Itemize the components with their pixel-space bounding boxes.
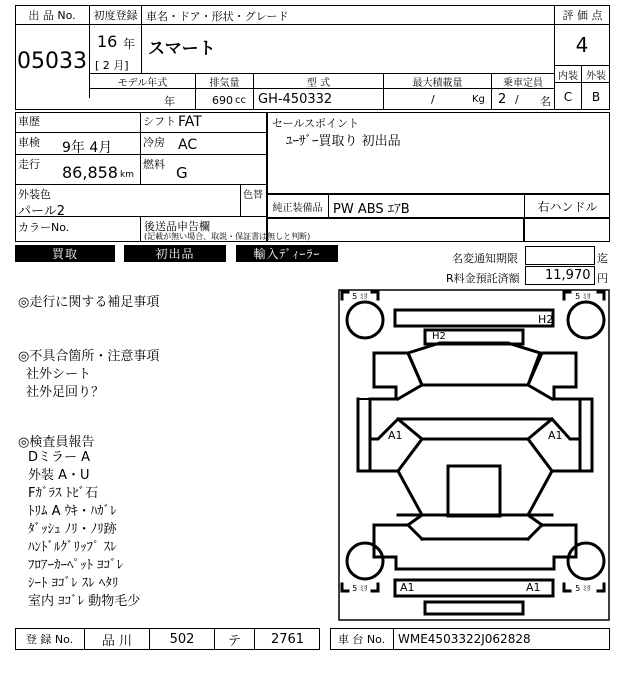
defect-title: ◎不具合箇所・注意事項 — [18, 349, 160, 364]
tire-label-rr: 5 ﾐﾘ — [575, 584, 591, 593]
tire-label-rl: 5 ﾐﾘ — [352, 584, 368, 593]
displacement-label: 排気量 — [196, 73, 254, 89]
fuel-value: G — [176, 164, 188, 182]
row-inspection — [15, 133, 267, 155]
postsend-label: 後送品申告欄 — [144, 220, 210, 233]
mileage-value: 86,858 — [62, 163, 118, 182]
capacity-unit: 名 — [540, 95, 551, 108]
interior-grade: C — [554, 82, 582, 110]
exterior-color-value: パール2 — [18, 204, 66, 219]
displacement-unit: cc — [235, 95, 246, 106]
first-listing-bar: 初出品 — [124, 245, 226, 262]
displacement-value: 690 — [212, 94, 233, 107]
equipment-label: 純正装備品 — [267, 195, 329, 217]
sales-point-value: ﾕｰｻﾞｰ買取り 初出品 — [286, 134, 401, 149]
damage-a1-left: A1 — [388, 429, 403, 442]
inspector-item: 室内 ﾖｺﾞﾚ 動物毛少 — [28, 594, 141, 609]
damage-h2-window: H2 — [432, 331, 446, 342]
inspector-item: Fｶﾞﾗｽ ﾄﾋﾞ石 — [28, 486, 99, 501]
color-change-label: 色替 — [243, 190, 263, 201]
exterior-label: 外装 — [582, 65, 610, 82]
ac-value: AC — [178, 137, 198, 153]
row-history — [15, 112, 267, 133]
grade-label: 評 価 点 — [554, 5, 610, 25]
model-year-label: モデル年式 — [90, 73, 196, 89]
blank-box-1 — [267, 218, 524, 242]
model-year-cell — [90, 89, 196, 110]
tire-label-fl: 5 ﾐﾘ — [352, 292, 368, 301]
chassis-number: WME4503322J062828 — [398, 632, 531, 646]
inspection-value: 9年 4月 — [62, 140, 113, 156]
max-load-label: 最大積載量 — [384, 73, 492, 89]
inspector-title: ◎検査員報告 — [18, 435, 95, 450]
reg-class: 502 — [150, 629, 215, 649]
equipment-value: PW ABS ｴｱB — [333, 202, 410, 217]
shift-value: FAT — [178, 114, 202, 130]
max-load-value: / — [431, 93, 435, 106]
inspector-item: ﾌﾛｱｰｶｰﾍﾟｯﾄ ﾖｺﾞﾚ — [28, 558, 124, 573]
divider-postsend — [140, 217, 141, 242]
mileage-unit: km — [120, 170, 134, 180]
history-label: 車歴 — [18, 115, 40, 128]
type-value: GH-450332 — [258, 92, 333, 107]
name-change-box — [525, 246, 595, 265]
driving-title: ◎走行に関する補足事項 — [18, 295, 160, 310]
ac-label: 冷房 — [143, 136, 165, 149]
max-load-unit: Kg — [472, 94, 485, 105]
buy-bar: 買取 — [15, 245, 115, 262]
name-change-label: 名変通知期限 — [452, 252, 518, 265]
capacity-value: 2 — [498, 92, 507, 107]
reg-year: 16 — [97, 32, 118, 51]
inspection-label: 車検 — [18, 136, 40, 149]
lot-label-cell: 出 品 No. — [15, 5, 90, 25]
reg-number: 2761 — [270, 631, 305, 647]
divider-color — [240, 185, 241, 217]
color-no-label: カラーNo. — [18, 221, 70, 234]
postsend-note: (記載が無い場合、取説・保証書は無しと判断) — [144, 232, 311, 241]
reg-label: 登 録 No. — [15, 629, 85, 649]
car-name-label: 車名・ドア・形状・グレード — [142, 5, 554, 25]
chassis-label: 車 台 No. — [330, 629, 394, 649]
damage-h2-bumper: H2 — [538, 313, 554, 326]
reg-month: [ 2 月] — [95, 59, 129, 72]
mileage-label: 走行 — [18, 158, 40, 171]
import-dealer-bar: 輸入ﾃﾞｨｰﾗｰ — [236, 245, 338, 262]
shift-label: シフト — [143, 115, 176, 128]
inspector-item: ﾄﾘﾑ A ｳｷ・ﾊｶﾞﾚ — [28, 504, 117, 519]
sales-point-label: セールスポイント — [272, 117, 360, 130]
inspector-item: ﾀﾞｯｼｭ ﾉﾘ・ﾉﾘ跡 — [28, 522, 117, 537]
exterior-grade: B — [582, 82, 610, 110]
model-year-unit: 年 — [164, 95, 175, 108]
reg-kana: テ — [215, 629, 255, 649]
name-change-suffix: 迄 — [597, 252, 608, 265]
inspector-item: ｼｰﾄ ﾖｺﾞﾚ ｽﾚ ﾍﾀﾘ — [28, 576, 119, 591]
damage-a1-bottom-right: A1 — [526, 581, 541, 594]
grade-value: 4 — [575, 33, 589, 57]
exterior-color-label: 外装色 — [18, 188, 51, 201]
defect-item: 社外シート — [26, 367, 92, 382]
defect-item: 社外足回り？ — [26, 385, 105, 400]
inspector-item: ﾊﾝﾄﾞﾙｸﾞﾘｯﾌﾟ ｽﾚ — [28, 540, 117, 555]
car-damage-diagram — [338, 289, 610, 621]
divider-mid — [140, 112, 141, 185]
lot-number: 05033 — [15, 25, 90, 98]
damage-a1-right: A1 — [548, 429, 563, 442]
recycle-unit: 円 — [597, 272, 608, 285]
blank-box-2 — [524, 218, 610, 242]
capacity-sep: / — [515, 93, 519, 106]
first-reg-label: 初度登録 — [90, 5, 142, 25]
capacity-label: 乗車定員 — [503, 77, 543, 89]
tire-label-fr: 5 ﾐﾘ — [575, 292, 591, 301]
damage-a1-bottom-left: A1 — [400, 581, 415, 594]
type-label: 型 式 — [254, 73, 384, 89]
handle-cell: 右ハンドル — [524, 195, 610, 217]
fuel-label: 燃料 — [143, 158, 165, 171]
row-mileage — [15, 155, 267, 185]
reg-year-unit: 年 — [123, 37, 136, 51]
recycle-value: 11,970 — [545, 268, 591, 283]
reg-area: 品 川 — [85, 629, 150, 649]
car-name: スマート — [148, 39, 216, 59]
inspector-item: 外装 A・U — [28, 468, 90, 483]
interior-label: 内装 — [554, 65, 582, 82]
recycle-label: R料金預託済額 — [446, 272, 520, 285]
inspector-item: Dミラー A — [28, 450, 91, 465]
